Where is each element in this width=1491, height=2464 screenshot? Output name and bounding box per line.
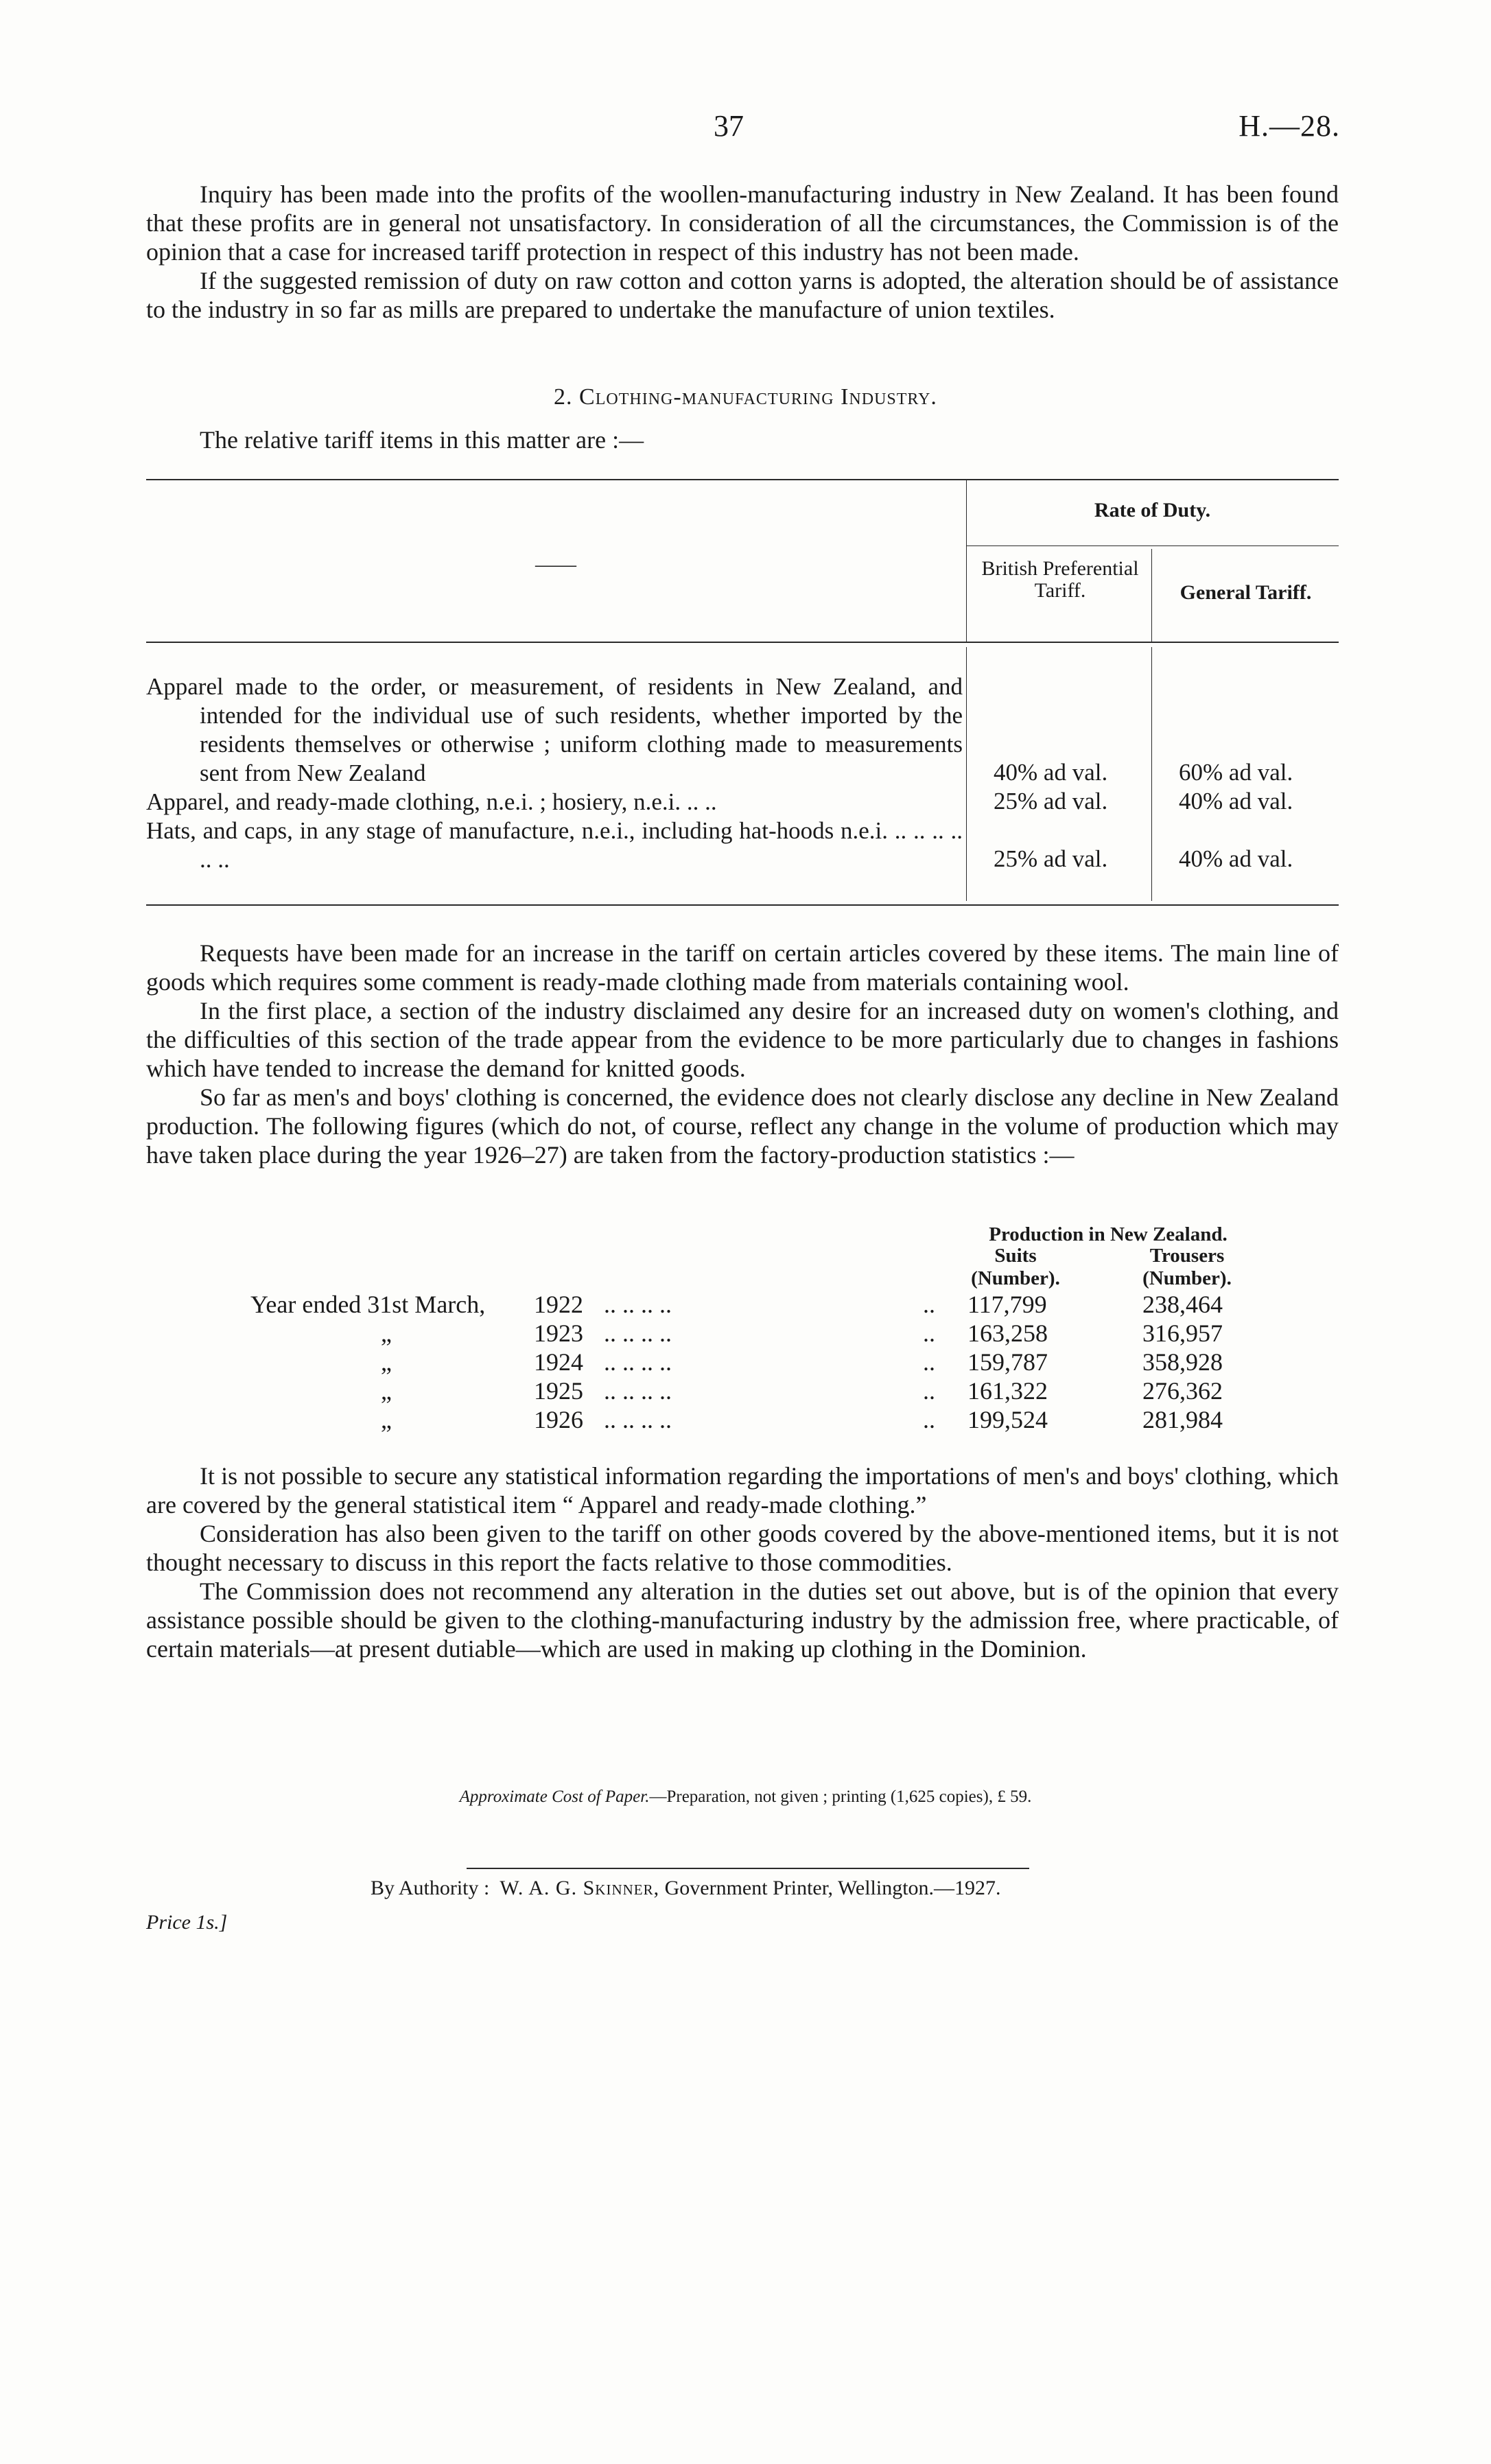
tariff-row [146, 817, 963, 874]
british-rate: 25% ad val. [994, 788, 1108, 814]
table-top-rule [146, 479, 1339, 480]
suits-value: 117,799 [967, 1291, 1047, 1318]
row-leaders: .. .. .. .. [604, 1319, 672, 1347]
paragraph: If the suggested remission of duty on raw cotton and cotton yarns is adopted, the alteration should be of assistance to the industry in so far as mills are prepared to undertake the manufacture of union textiles. [146, 267, 1339, 323]
row-label: Year ended 31st March, [250, 1291, 486, 1318]
row-leader: .. [923, 1377, 935, 1405]
price: Price 1s.] [146, 1911, 228, 1934]
suits-value: 199,524 [967, 1406, 1048, 1433]
paragraph: Inquiry has been made into the profits of the woollen-manufacturing industry in New Zealand. It has been found that these profits are in general not unsatisfactory. In consideration of all the circumstances, the Commission is of the opinion that a case for increased tariff protection in respect of this industry has not been made. [146, 180, 1339, 266]
trousers-header: Trousers [1149, 1245, 1225, 1267]
rate-col-divider [1151, 549, 1152, 642]
authority-label: By Authority : [371, 1877, 490, 1899]
row-leader: .. [923, 1406, 935, 1433]
tariff-intro: The relative tariff items in this matter are :— [200, 426, 644, 454]
row-leader: .. [923, 1319, 935, 1347]
body-text [146, 939, 1339, 1169]
row-leaders: .. .. .. .. [604, 1406, 672, 1433]
tariff-item-text: Hats, and caps, in any stage of manufacture, n.e.i., including hat-hoods n.e.i. .. .. .. .. .. .. [146, 817, 963, 873]
authority-rule [467, 1868, 1029, 1869]
row-leaders: .. .. .. .. [604, 1377, 672, 1405]
row-label: „ [381, 1377, 392, 1405]
document-reference: H.—28. [1238, 109, 1340, 143]
suits-value: 163,258 [967, 1319, 1048, 1347]
tariff-row [146, 672, 963, 788]
cost-label: Approximate Cost of Paper. [459, 1787, 650, 1806]
paragraph: So far as men's and boys' clothing is concerned, the evidence does not clearly disclose any decline in New Zealand production. The following figures (which do not, of course, reflect any change in the volume of production which may have taken place during the year 1926–27) are taken from the factory-production statistics :— [146, 1083, 1339, 1169]
row-year: 1922 [534, 1291, 583, 1318]
tariff-item-text: Apparel, and ready-made clothing, n.e.i. ; hosiery, n.e.i. .. .. [146, 788, 717, 815]
trousers-value: 316,957 [1142, 1319, 1223, 1347]
production-row [0, 1376, 1491, 1405]
row-label: „ [381, 1319, 392, 1347]
british-rate: 40% ad val. [994, 759, 1108, 786]
tariff-row [146, 788, 963, 817]
general-rate: 40% ad val. [1179, 788, 1293, 814]
production-row [0, 1348, 1491, 1376]
production-row [0, 1405, 1491, 1434]
general-tariff-header: General Tariff. [1179, 581, 1312, 604]
cost-text: —Preparation, not given ; printing (1,625 copies), £ 59. [649, 1787, 1032, 1806]
paragraph: Requests have been made for an increase in the tariff on certain articles covered by these items. The main line of goods which requires some comment is ready-made clothing made from materials containing wool. [146, 939, 1339, 996]
row-year: 1925 [534, 1377, 583, 1405]
row-year: 1924 [534, 1348, 583, 1376]
paragraph: The Commission does not recommend any alteration in the duties set out above, but is of the opinion that every assistance possible should be given to the clothing-manufacturing industry by the admission free, where practicable, of certain materials—at present dutiable—which are used in making up clothing in the Dominion. [146, 1577, 1339, 1663]
item-column-header: —— [535, 553, 576, 576]
production-row [0, 1319, 1491, 1348]
production-title: Production in New Zealand. [989, 1223, 1228, 1245]
row-label: „ [381, 1406, 392, 1433]
suits-value: 159,787 [967, 1348, 1048, 1376]
section-heading: 2. Clothing-manufacturing Industry. [554, 384, 937, 410]
intro-text [146, 180, 1339, 324]
general-rate: 40% ad val. [1179, 845, 1293, 872]
printer-details: Government Printer, Wellington.—1927. [664, 1877, 1001, 1899]
trousers-value: 358,928 [1142, 1348, 1223, 1376]
row-leaders: .. .. .. .. [604, 1291, 672, 1318]
suits-value: 161,322 [967, 1377, 1048, 1405]
paragraph: In the first place, a section of the industry disclaimed any desire for an increased duty on women's clothing, and the difficulties of this section of the trade appear from the evidence to be more particularly due to changes in fashions which have tended to increase the demand for knitted goods. [146, 997, 1339, 1082]
british-rate: 25% ad val. [994, 845, 1108, 872]
row-year: 1923 [534, 1319, 583, 1347]
paragraph: Consideration has also been given to the tariff on other goods covered by the above-mentioned items, but it is not thought necessary to discuss in this report the facts relative to those commodities. [146, 1520, 1339, 1576]
general-rate: 60% ad val. [1179, 759, 1293, 786]
suits-header: Suits [994, 1245, 1037, 1267]
production-row [0, 1290, 1491, 1319]
table-header-rule [146, 642, 1339, 643]
row-year: 1926 [534, 1406, 583, 1433]
row-leaders: .. .. .. .. [604, 1348, 672, 1376]
rate-subheader-rule [966, 545, 1339, 546]
trousers-unit: (Number). [1142, 1267, 1232, 1289]
row-label: „ [381, 1348, 392, 1376]
trousers-value: 281,984 [1142, 1406, 1223, 1433]
row-leader: .. [923, 1291, 935, 1318]
page-number: 37 [714, 109, 744, 143]
trousers-value: 276,362 [1142, 1377, 1223, 1405]
authority-line [371, 1877, 1001, 1900]
printer-name: W. A. G. Skinner, [500, 1877, 660, 1899]
row-leader: .. [923, 1348, 935, 1376]
tariff-item-text: Apparel made to the order, or measurement, of residents in New Zealand, and intended for the individual use of such residents, whether imported by the residents themselves or otherwise ; uniform clothing made to measurements sent from New Zealand [146, 673, 963, 786]
body-rate-divider [1151, 647, 1152, 901]
rate-of-duty-header: Rate of Duty. [1094, 499, 1211, 521]
body-col-divider [966, 647, 967, 901]
trousers-value: 238,464 [1142, 1291, 1223, 1318]
british-preferential-header: British Preferential Tariff. [981, 557, 1139, 602]
table-bottom-rule [146, 904, 1339, 906]
paragraph: It is not possible to secure any statistical information regarding the importations of men's and boys' clothing, which are covered by the general statistical item “ Apparel and ready-made clothing.” [146, 1462, 1339, 1518]
suits-unit: (Number). [971, 1267, 1060, 1289]
closing-text [146, 1462, 1339, 1663]
cost-footnote [0, 1787, 1491, 1807]
